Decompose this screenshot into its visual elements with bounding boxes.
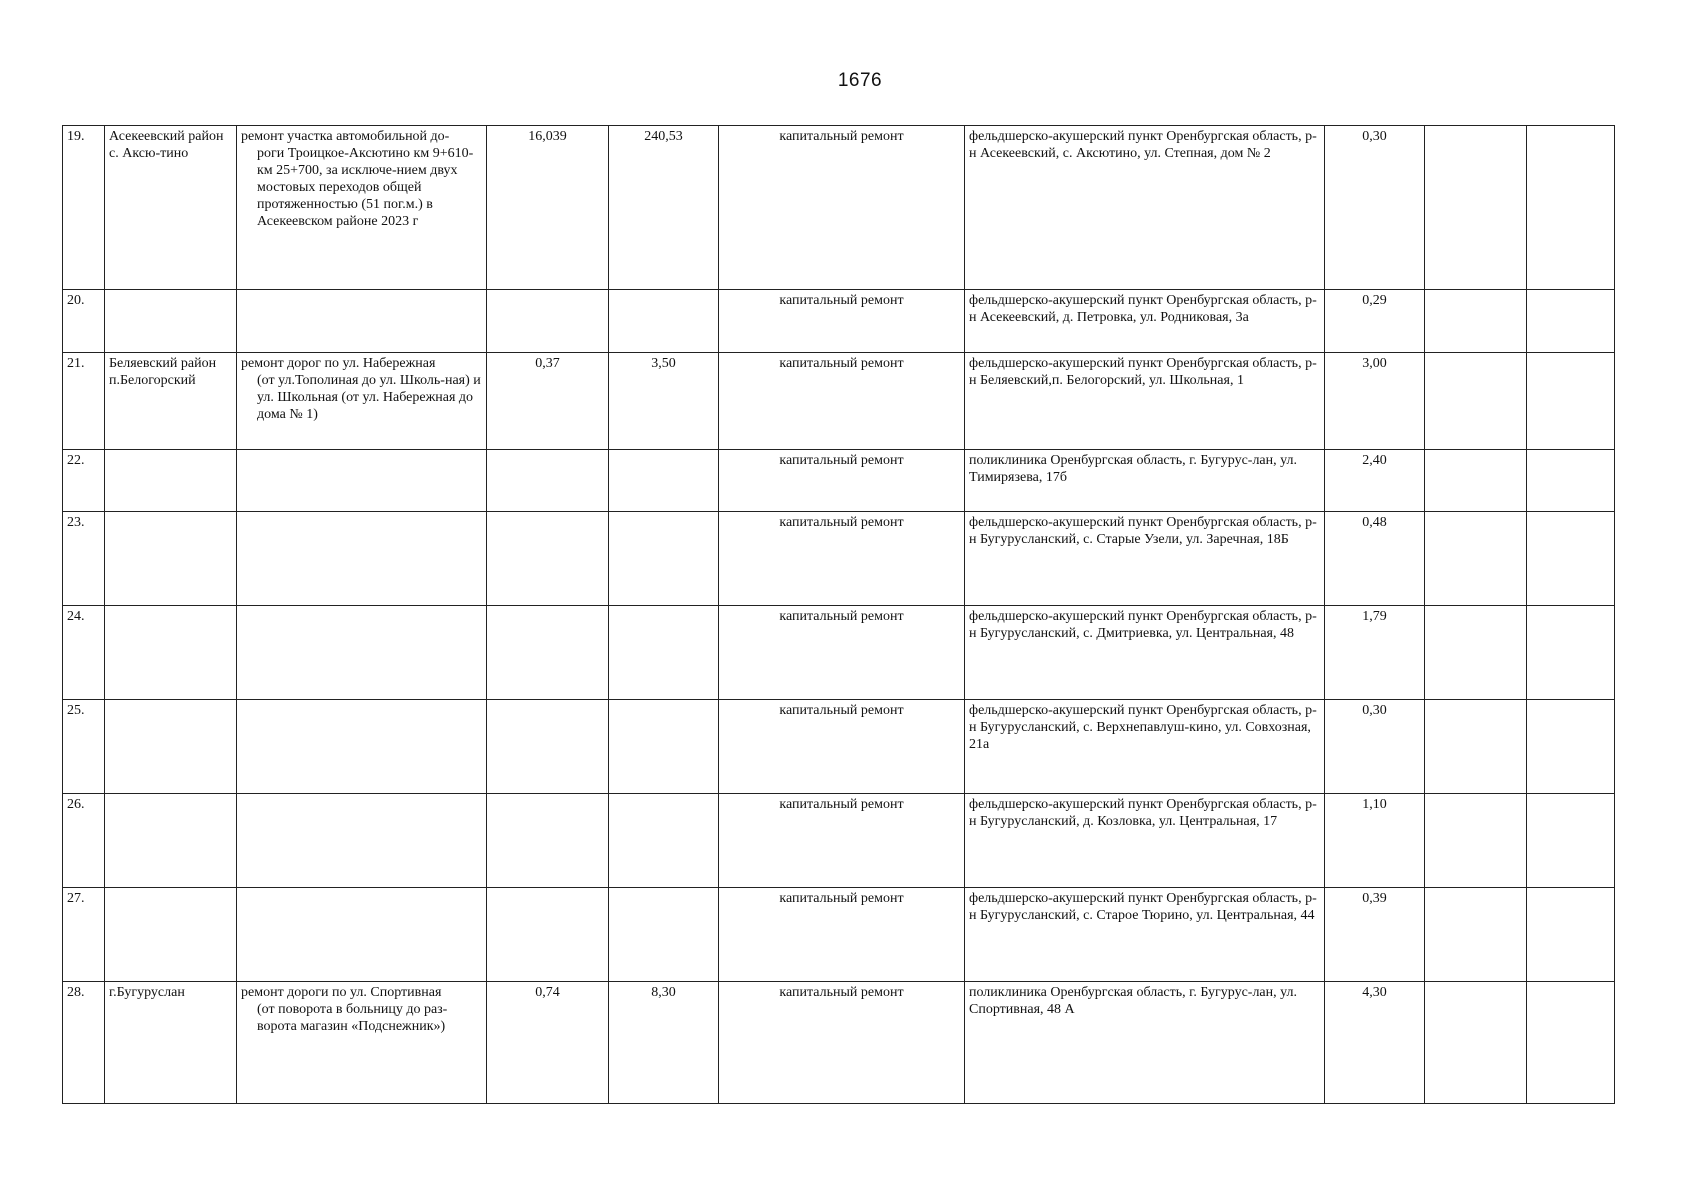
description-cell: [237, 982, 487, 1104]
empty-cell: [1527, 512, 1615, 606]
object-cell: поликлиника Оренбургская область, г. Бугурус-лан, ул. Спортивная, 48 А: [965, 982, 1325, 1104]
object-cell: фельдшерско-акушерский пункт Оренбургская область, р- н Асекеевский, с. Аксютино, ул. Степная, дом № 2: [965, 126, 1325, 290]
length-cell: [487, 794, 609, 888]
work-type-cell: капитальный ремонт: [719, 982, 965, 1104]
work-type-cell: капитальный ремонт: [719, 888, 965, 982]
empty-cell: [1425, 126, 1527, 290]
length-cell: [487, 700, 609, 794]
object-cell: фельдшерско-акушерский пункт Оренбургская область, р-н Бугурусланский, с. Старое Тюрино, ул. Центральная, 44: [965, 888, 1325, 982]
length-cell: [487, 450, 609, 512]
object-cell: фельдшерско-акушерский пункт Оренбургская область, р-н Бугурусланский, д. Козловка, ул. Центральная, 17: [965, 794, 1325, 888]
district-cell: [105, 450, 237, 512]
table-row: [63, 606, 1615, 700]
cost-cell: [609, 512, 719, 606]
empty-cell: [1425, 794, 1527, 888]
cost-cell: [609, 290, 719, 353]
empty-cell: [1527, 450, 1615, 512]
cost-cell: 240,53: [609, 126, 719, 290]
row-number: 27.: [63, 888, 105, 982]
cost-cell: [609, 794, 719, 888]
district-cell: [105, 512, 237, 606]
row-number: 28.: [63, 982, 105, 1104]
table-row: [63, 290, 1615, 353]
table-row: [63, 450, 1615, 512]
value-cell: 0,29: [1325, 290, 1425, 353]
row-number: 22.: [63, 450, 105, 512]
work-type-cell: капитальный ремонт: [719, 794, 965, 888]
value-cell: 4,30: [1325, 982, 1425, 1104]
object-cell: фельдшерско-акушерский пункт Оренбургская область, р-н Бугурусланский, с. Старые Узели, ул. Заречная, 18Б: [965, 512, 1325, 606]
value-cell: 3,00: [1325, 353, 1425, 450]
empty-cell: [1527, 794, 1615, 888]
description-cell: [237, 353, 487, 450]
empty-cell: [1425, 512, 1527, 606]
value-cell: 0,30: [1325, 126, 1425, 290]
work-type-cell: капитальный ремонт: [719, 290, 965, 353]
description-continuation: (от ул.Тополиная до ул. Школь-ная) и ул. Школьная (от ул. Набережная до дома № 1): [257, 373, 481, 422]
cost-cell: [609, 606, 719, 700]
district-cell: [105, 290, 237, 353]
description-cell: [237, 794, 487, 888]
work-type-cell: капитальный ремонт: [719, 126, 965, 290]
row-number: 26.: [63, 794, 105, 888]
value-cell: 1,10: [1325, 794, 1425, 888]
length-cell: 0,74: [487, 982, 609, 1104]
empty-cell: [1425, 353, 1527, 450]
object-cell: фельдшерско-акушерский пункт Оренбургская область, р-н Бугурусланский, с. Дмитриевка, ул. Центральная, 48: [965, 606, 1325, 700]
length-cell: [487, 606, 609, 700]
table-row: [63, 794, 1615, 888]
table-row: [63, 982, 1615, 1104]
empty-cell: [1527, 888, 1615, 982]
object-cell: фельдшерско-акушерский пункт Оренбургская область, р-н Асекеевский, д. Петровка, ул. Родниковая, 3а: [965, 290, 1325, 353]
row-number: 20.: [63, 290, 105, 353]
table-row: [63, 700, 1615, 794]
district-cell: [105, 700, 237, 794]
row-number: 19.: [63, 126, 105, 290]
length-cell: [487, 888, 609, 982]
row-number: 21.: [63, 353, 105, 450]
value-cell: 0,48: [1325, 512, 1425, 606]
empty-cell: [1425, 700, 1527, 794]
row-number: 25.: [63, 700, 105, 794]
empty-cell: [1527, 606, 1615, 700]
work-type-cell: капитальный ремонт: [719, 606, 965, 700]
description-first-line: ремонт дороги по ул. Спортивная: [241, 985, 442, 1000]
length-cell: 0,37: [487, 353, 609, 450]
table-row: [63, 126, 1615, 290]
work-type-cell: капитальный ремонт: [719, 512, 965, 606]
empty-cell: [1527, 290, 1615, 353]
description-cell: [237, 450, 487, 512]
value-cell: 0,30: [1325, 700, 1425, 794]
page-number: 1676: [837, 70, 883, 91]
empty-cell: [1425, 606, 1527, 700]
district-cell: [105, 794, 237, 888]
length-cell: [487, 290, 609, 353]
cost-cell: 8,30: [609, 982, 719, 1104]
empty-cell: [1425, 290, 1527, 353]
object-cell: фельдшерско-акушерский пункт Оренбургская область, р-н Беляевский,п. Белогорский, ул. Школьная, 1: [965, 353, 1325, 450]
description-cell: [237, 290, 487, 353]
value-cell: 0,39: [1325, 888, 1425, 982]
table-row: [63, 353, 1615, 450]
description-cell: [237, 512, 487, 606]
table-row: [63, 888, 1615, 982]
object-cell: фельдшерско-акушерский пункт Оренбургская область, р-н Бугурусланский, с. Верхнепавлуш-кино, ул. Совхозная, 21а: [965, 700, 1325, 794]
empty-cell: [1527, 353, 1615, 450]
empty-cell: [1527, 982, 1615, 1104]
value-cell: 2,40: [1325, 450, 1425, 512]
value-cell: 1,79: [1325, 606, 1425, 700]
empty-cell: [1527, 126, 1615, 290]
empty-cell: [1425, 450, 1527, 512]
description-cell: [237, 700, 487, 794]
cost-cell: [609, 450, 719, 512]
district-cell: [105, 888, 237, 982]
work-type-cell: капитальный ремонт: [719, 353, 965, 450]
district-cell: [105, 606, 237, 700]
empty-cell: [1425, 982, 1527, 1104]
empty-cell: [1425, 888, 1527, 982]
cost-cell: 3,50: [609, 353, 719, 450]
description-continuation: роги Троицкое-Аксютино км 9+610-км 25+700, за исключе-нием двух мостовых переходов общей протяженностью (51 пог.м.) в Асекеевском районе 2023 г: [257, 146, 474, 229]
works-table: [62, 125, 1615, 1104]
empty-cell: [1527, 700, 1615, 794]
table-row: [63, 512, 1615, 606]
row-number: 24.: [63, 606, 105, 700]
length-cell: 16,039: [487, 126, 609, 290]
object-cell: поликлиника Оренбургская область, г. Бугурус-лан, ул. Тимирязева, 17б: [965, 450, 1325, 512]
work-type-cell: капитальный ремонт: [719, 700, 965, 794]
row-number: 23.: [63, 512, 105, 606]
work-type-cell: капитальный ремонт: [719, 450, 965, 512]
district-cell: Асекеевский район с. Аксю-тино: [105, 126, 237, 290]
length-cell: [487, 512, 609, 606]
cost-cell: [609, 700, 719, 794]
description-continuation: (от поворота в больницу до раз-ворота магазин «Подснежник»): [257, 1002, 448, 1034]
cost-cell: [609, 888, 719, 982]
description-first-line: ремонт дорог по ул. Набережная: [241, 356, 436, 371]
description-cell: [237, 126, 487, 290]
description-cell: [237, 606, 487, 700]
description-first-line: ремонт участка автомобильной до-: [241, 129, 450, 144]
district-cell: г.Бугуруслан: [105, 982, 237, 1104]
description-cell: [237, 888, 487, 982]
district-cell: Беляевский район п.Белогорский: [105, 353, 237, 450]
